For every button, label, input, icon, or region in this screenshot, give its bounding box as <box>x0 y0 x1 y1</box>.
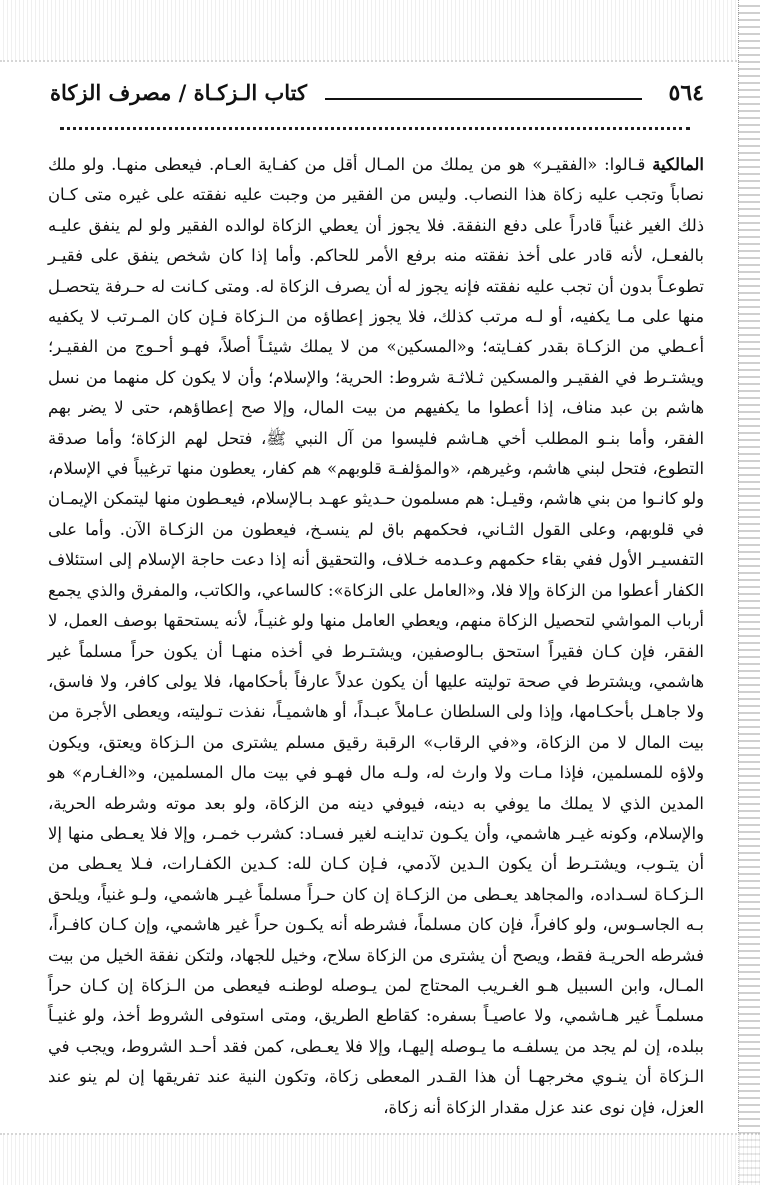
page-number: ٥٦٤ <box>668 80 704 106</box>
page-body <box>48 150 704 1123</box>
body-paragraph: قـالوا: «الفقيـر» هو من يملك من المـال أقل من كفـاية العـام. فيعطى منهـا. ولو ملك نصاباً وتجب عليه زكاة هذا النصاب. وليس من الفقير من وجبت عليه نفقته على غيره متى كـان ذلك الغير غنياً قادراً على دفع النفقة. فلا يجوز أن يعطي الزكاة لوالده الفقير ولو لم ينفق عليـه بالفعـل، لأنه قادر على أخذ نفقته منه برفع الأمر للحاكم. وأما إذا كان شخص ينفق على فقيـر تطوعـاً بدون أن تجب عليه نفقته فإنه يجوز له أن يصرف الزكاة له. ومتى كـانت له حـرفة يتحصـل منها على مـا يكفيه، أو لـه مرتب كذلك، فلا يجوز إعطاؤه من الـزكاة فـإن كان المـرتب لا يكفيه أعـطي من الزكـاة بقدر كفـايته؛ و«المسكين» من لا يملك شيئـاً أصلاً، فهـو أحـوج من الفقيـر؛ ويشتـرط في الفقيـر والمسكين ثـلاثـة شروط: الحرية؛ والإسلام؛ وأن لا يكون كل منهما من نسل هاشم بن عبد مناف، إذا أعطوا ما يكفيهم من بيت المال، وإلا صح إعطاؤهم، حتى لا يضر بهم الفقر، وأما بنـو المطلب أخي هـاشم فليسوا من آل النبي ﷺ، فتحل لهم الزكاة؛ وأما صدقة التطوع، فتحل لبني هاشم، وغيرهم، «والمؤلفـة قلوبهم» هم كفار، يعطون منها ترغيباً في الإسلام، ولو كانـوا من بني هاشم، وقيـل: هم مسلمون حـديثو عهـد بـالإسلام، فيعـطون منها ليتمكن الإيمـان في قلوبهم، وعلى القول الثـاني، فحكمهم باق لم ينسـخ، فيعطون من الزكـاة الآن. وأما على التفسيـر الأول ففي بقاء حكمهم وعـدمه خـلاف، والتحقيق أنه إذا دعت حاجة الإسلام إلى استئلاف الكفار أعطوا من الزكاة وإلا فلا، و«العامل على الزكاة»: كالساعي، والكاتب، والمفرق والذي يجمع أرباب المواشي لتحصيل الزكاة منهم، ويعطي العامل منها ولو غنيـاً، لأنه يستحقها بوصف العمل، لا الفقر، فإن كـان فقيراً استحق بـالوصفين، ويشتـرط في أخذه منهـا أن يكون حراً مسلماً غير هاشمي، ويشترط في صحة توليته عليها أن يكون عدلاً عارفاً بأحكامها، فلا يولى كافر، ولا فاسق، ولا جاهـل بأحكـامها، وإذا ولى السلطان عـاملاً عبـداً، أو هاشميـاً، نفذت تـوليته، ويعطى الأجرة من بيت المال لا من الزكاة، و«في الرقاب» الرقبة رقيق مسلم يشترى من الـزكاة ويعتق، ويكون ولاؤه للمسلمين، فإذا مـات ولا وارث له، ولـه مال فهـو في بيت مال المسلمين، و«الغـارم» هو المدين الذي لا يملك ما يوفي به دينه، فيوفي دينه من الزكاة، ولو بعد موته وشرطه الحرية، والإسلام، وكونه غيـر هاشمي، وأن يكـون تداينـه لغير فسـاد: كشرب خمـر، وإلا فلا يعـطى منها إلا أن يتـوب، ويشتـرط أن يكون الـدين لآدمي، فـإن كـان لله: كـدين الكفـارات، فـلا يعـطى من الـزكـاة لسـداده، والمجاهد يعـطى من الزكـاة إن كان حـراً مسلماً غيـر هاشمي، ولـو غنياً، ويلحق بـه الجاسـوس، ولو كافراً، فإن كان مسلماً، فشرطه أنه يكـون حراً غير هاشمي، وإن كـان كافـراً، فشرطه الحريـة فقط، ويصح أن يشترى من الزكاة سلاح، وخيل للجهاد، ولتكن نفقة الخيل من بيت المـال، وابن السبيل هـو الغـريب المحتاج لمن يـوصله لوطنـه فيعطى من الـزكاة إن كـان حراً مسلمـاً غير هـاشمي، ولا عاصيـاً بسفره: كقاطع الطريق، ومتى استوفى الشروط أخذ، ولو غنيـاً ببلده، إن لم يجد من يسلفـه ما يـوصله إليهـا، وإلا فلا يعـطى، كمن فقد أحـد الشروط، ويجب في الـزكاة أن ينـوي مخرجهـا أن هذا القـدر المعطى زكاة، وتكون النية عند تفريقها إن لم ينو عند العزل، فإن نوى عند عزل مقدار الزكاة أنه زكاة، <box>48 155 704 1117</box>
header-rule <box>325 98 642 100</box>
decorative-border-top <box>0 0 760 62</box>
running-title: كتاب الـزكـاة / مصرف الزكاة <box>50 80 307 105</box>
lead-term: المالكية <box>652 155 704 174</box>
decorative-border-right <box>738 0 760 1185</box>
decorative-border-bottom <box>0 1133 760 1185</box>
dotted-separator <box>60 127 690 130</box>
page-header <box>50 76 704 116</box>
